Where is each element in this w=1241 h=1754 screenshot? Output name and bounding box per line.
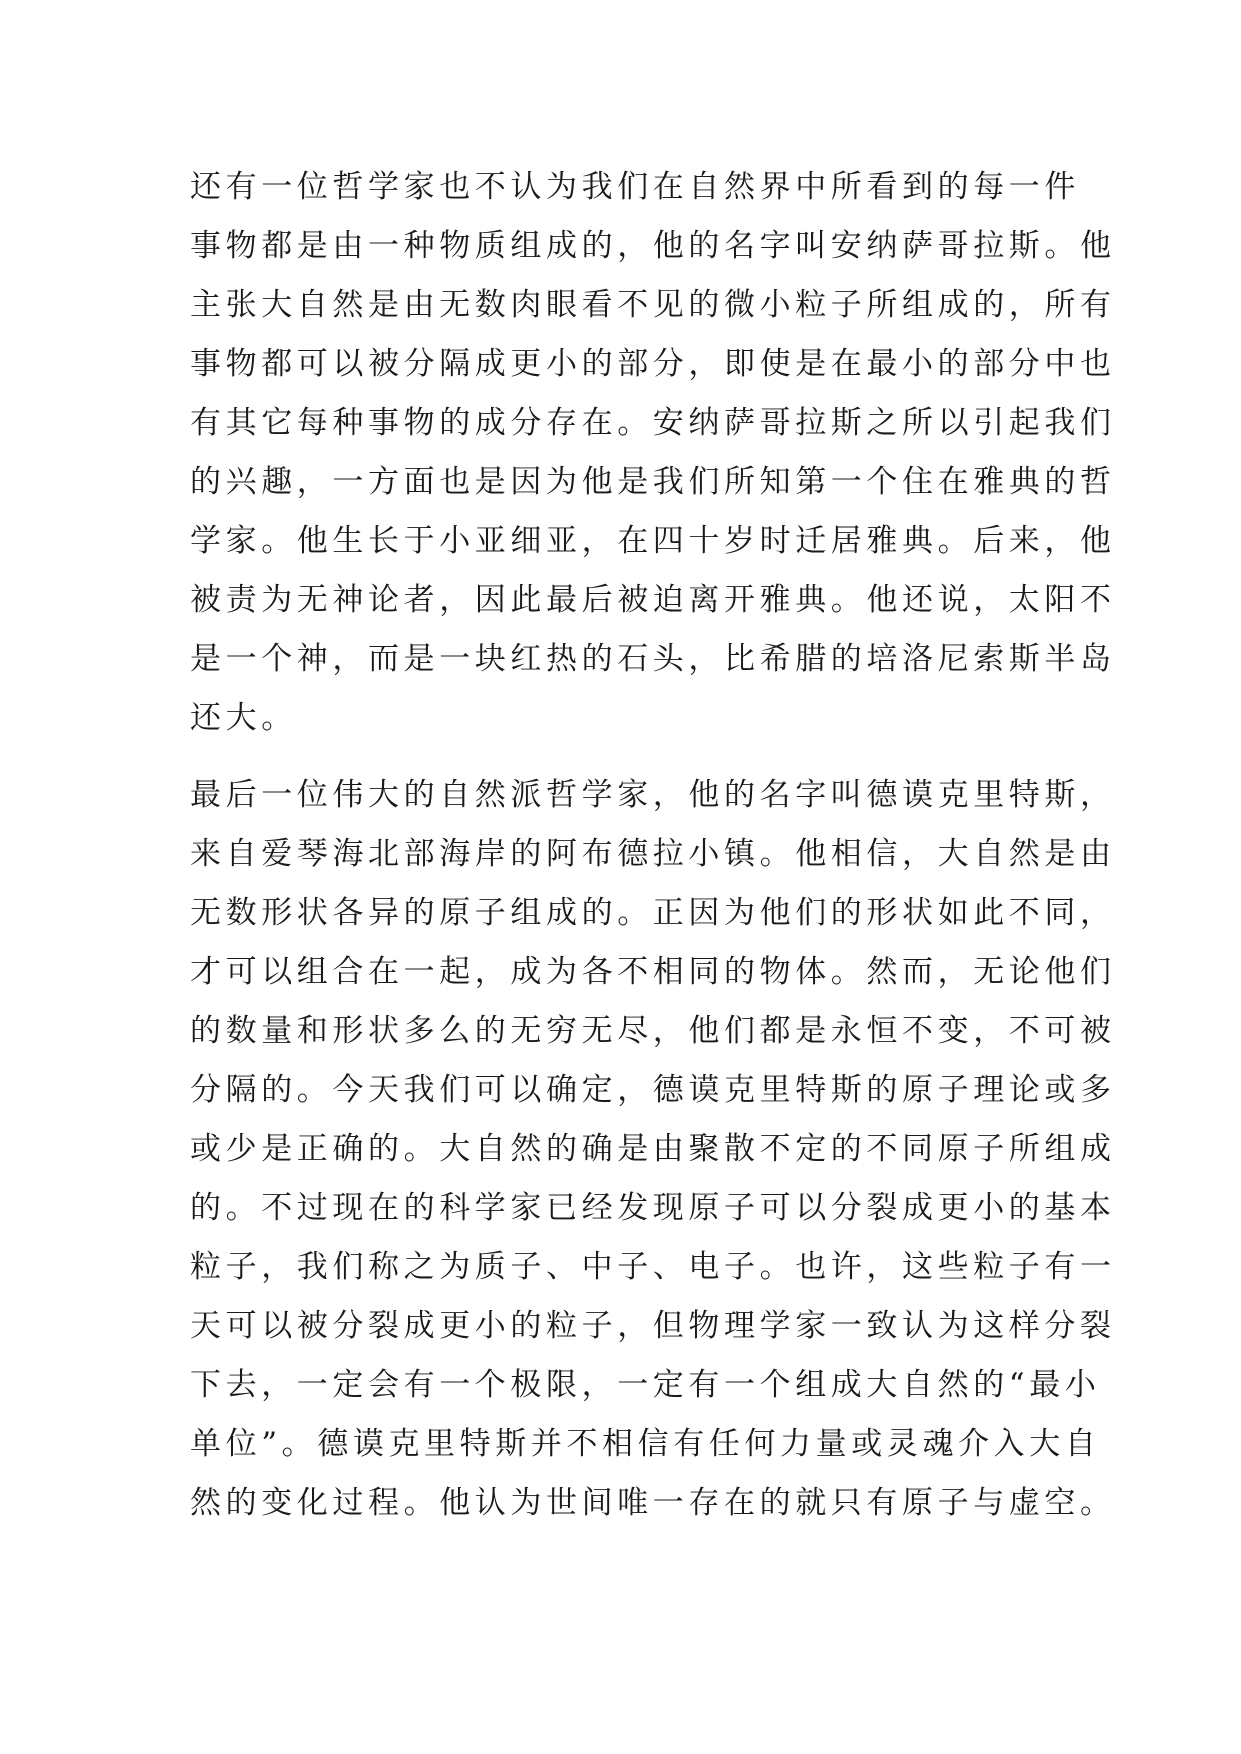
- text-line: 才可以组合在一起，成为各不相同的物体。然而，无论他们: [190, 954, 1116, 990]
- text-line: 分隔的。今天我们可以确定，德谟克里特斯的原子理论或多: [190, 1072, 1116, 1108]
- text-line: 主张大自然是由无数肉眼看不见的微小粒子所组成的，所有: [190, 287, 1116, 323]
- paragraph-anaxagoras: [190, 158, 1116, 748]
- text-line: 有其它每种事物的成分存在。安纳萨哥拉斯之所以引起我们: [190, 405, 1116, 441]
- text-line: 的兴趣，一方面也是因为他是我们所知第一个住在雅典的哲: [190, 464, 1116, 500]
- text-line: 还有一位哲学家也不认为我们在自然界中所看到的每一件: [190, 169, 1080, 205]
- text-line: 还大。: [190, 700, 297, 736]
- text-line: 是一个神，而是一块红热的石头，比希腊的培洛尼索斯半岛: [190, 641, 1116, 677]
- text-line: 无数形状各异的原子组成的。正因为他们的形状如此不同，: [190, 895, 1116, 931]
- paragraph-democritus: [190, 766, 1116, 1533]
- text-line: 的数量和形状多么的无穷无尽，他们都是永恒不变，不可被: [190, 1013, 1116, 1049]
- text-line: 单位”。德谟克里特斯并不相信有任何力量或灵魂介入大自: [190, 1426, 1101, 1462]
- text-line: 天可以被分裂成更小的粒子，但物理学家一致认为这样分裂: [190, 1308, 1116, 1344]
- text-line: 粒子，我们称之为质子、中子、电子。也许，这些粒子有一: [190, 1249, 1116, 1285]
- text-line: 事物都可以被分隔成更小的部分，即使是在最小的部分中也: [190, 346, 1116, 382]
- text-line: 来自爱琴海北部海岸的阿布德拉小镇。他相信，大自然是由: [190, 836, 1116, 872]
- text-line: 下去，一定会有一个极限，一定有一个组成大自然的“最小: [190, 1367, 1101, 1403]
- text-line: 学家。他生长于小亚细亚，在四十岁时迁居雅典。后来，他: [190, 523, 1116, 559]
- text-line: 的。不过现在的科学家已经发现原子可以分裂成更小的基本: [190, 1190, 1116, 1226]
- text-line: 然的变化过程。他认为世间唯一存在的就只有原子与虚空。: [190, 1485, 1116, 1521]
- text-line: 被责为无神论者，因此最后被迫离开雅典。他还说，太阳不: [190, 582, 1116, 618]
- text-line: 或少是正确的。大自然的确是由聚散不定的不同原子所组成: [190, 1131, 1116, 1167]
- text-line: 最后一位伟大的自然派哲学家，他的名字叫德谟克里特斯，: [190, 777, 1116, 813]
- text-line: 事物都是由一种物质组成的，他的名字叫安纳萨哥拉斯。他: [190, 228, 1116, 264]
